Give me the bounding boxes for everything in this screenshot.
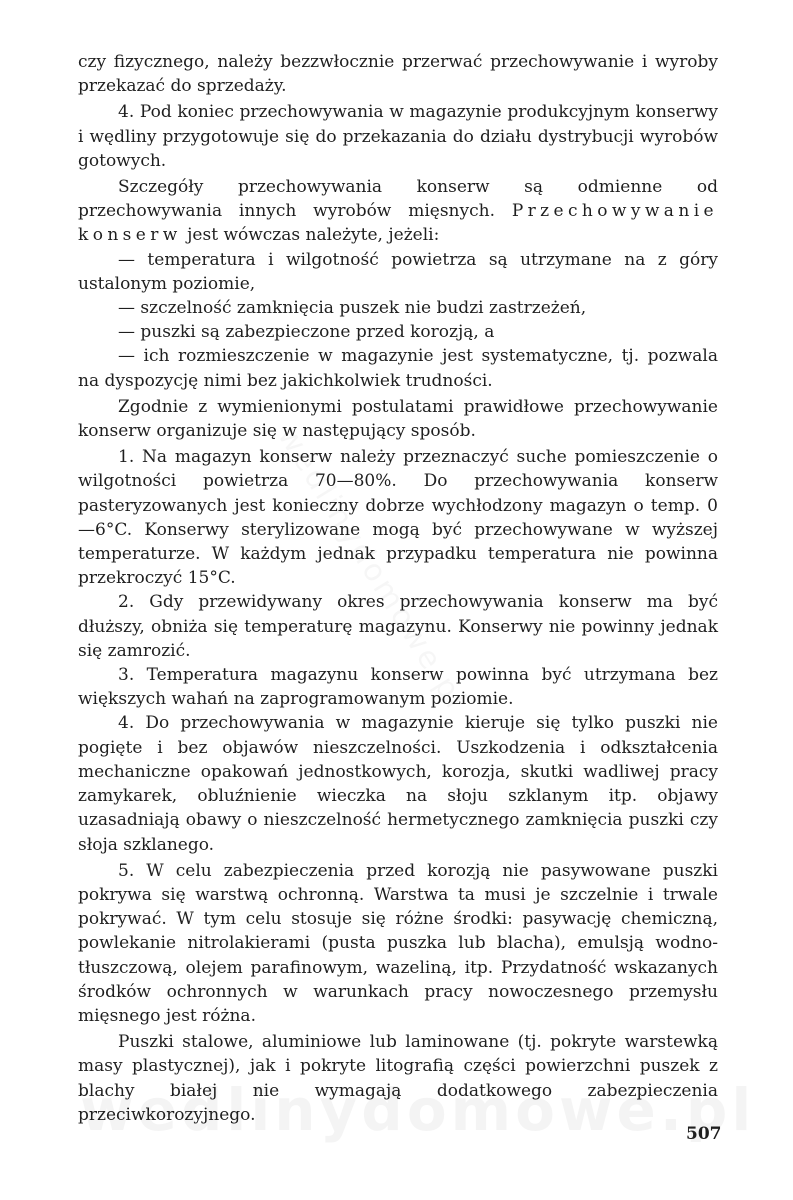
paragraph-point-5: 5. W celu zabezpieczenia przed korozją nie pasywowane puszki pokrywa się warstwą ochronną. Warstwa ta musi je szczelnie i trwale pokrywać. W tym celu stosuje się różne środki: pasywację chemiczną, powlekanie nitrolakierami (pusta puszka lub blacha), emulsją wodno-tłuszczową, olejem parafinowym, wazeliną, itp. Przydatność wskazanych środków ochronnych w warunkach pracy nowoczesnego przemysłu mięsnego jest różna. bbox=[78, 860, 718, 1026]
paragraph-point-3: 3. Temperatura magazynu konserw powinna być utrzymana bez większych wahań na zaprogramowanym poziomie. bbox=[78, 665, 718, 710]
list-item-corrosion: — puszki są zabezpieczone przed korozją, a bbox=[118, 322, 495, 343]
list-item-sealing: — szczelność zamknięcia puszek nie budzi zastrzeżeń, bbox=[118, 298, 587, 319]
paragraph-point-2: 2. Gdy przewidywany okres przechowywania konserw ma być dłuższy, obniża się temperaturę magazynu. Konserwy nie powinny jednak się zamrozić. bbox=[78, 592, 718, 661]
storage-details-tail: jest wówczas należyte, jeżeli: bbox=[181, 225, 440, 246]
paragraph-point-1: 1. Na magazyn konserw należy przeznaczyć suche pomieszczenie o wilgotności powietrza 70—80%. Do przechowywania konserw pasteryzowanych jest konieczny dobrze wychłodzony magazyn o temp. 0—6°C. Konserwy sterylizowane mogą być przechowywane w wyższej temperaturze. W każdym jednak przypadku temperatura nie powinna przekroczyć 15°C. bbox=[78, 447, 718, 589]
paragraph-continuation: czy fizycznego, należy bezzwłocznie przerwać przechowywanie i wyroby przekazać do sprzedaży. bbox=[78, 52, 718, 97]
watermark-text bbox=[80, 1076, 720, 1144]
paragraph-point-4: 4. Do przechowywania w magazynie kieruje się tylko puszki nie pogięte i bez objawów nieszczelności. Uszkodzenia i odkształcenia mechaniczne opakowań jednostkowych, korozja, skutki wadliwej pracy zamykarek, obluźnienie wieczka na słoju szklanym itp. objawy uzasadniają obawy o nieszczelność hermetycznego zamknięcia puszki czy słoja szklanego. bbox=[78, 713, 718, 855]
list-item-temperature: — temperatura i wilgotność powietrza są utrzymane na z góry ustalonym poziomie, bbox=[78, 249, 718, 294]
storage-details-lead: Szczegóły przechowywania konserw są odmienne od przechowywania innych wyrobów mięsnych. bbox=[78, 177, 718, 222]
storage-details-spaced-term: Przechowywanie konserw bbox=[78, 201, 718, 246]
paragraph-storage-details bbox=[78, 175, 718, 248]
paragraph-point-4-production: 4. Pod koniec przechowywania w magazynie produkcyjnym konserwy i wędliny przygotowuje się do przekazania do działu dystrybucji wyrobów gotowych. bbox=[78, 102, 718, 171]
paragraph-steel-cans: Puszki stalowe, aluminiowe lub laminowane (tj. pokryte warstewką masy plastycznej), jak i pokryte litografią części powierzchni puszek z blachy białej nie wymagają dodatkowego zabezpieczenia przeciwkorozyjnego. bbox=[78, 1032, 718, 1125]
list-item-arrangement: — ich rozmieszczenie w magazynie jest systematyczne, tj. pozwala na dyspozycję nimi bez jakichkolwiek trudności. bbox=[78, 346, 718, 391]
page-number: 507 bbox=[686, 1124, 722, 1144]
paragraph-organization: Zgodnie z wymienionymi postulatami prawidłowe przechowywanie konserw organizuje się w następujący sposób. bbox=[78, 396, 718, 442]
